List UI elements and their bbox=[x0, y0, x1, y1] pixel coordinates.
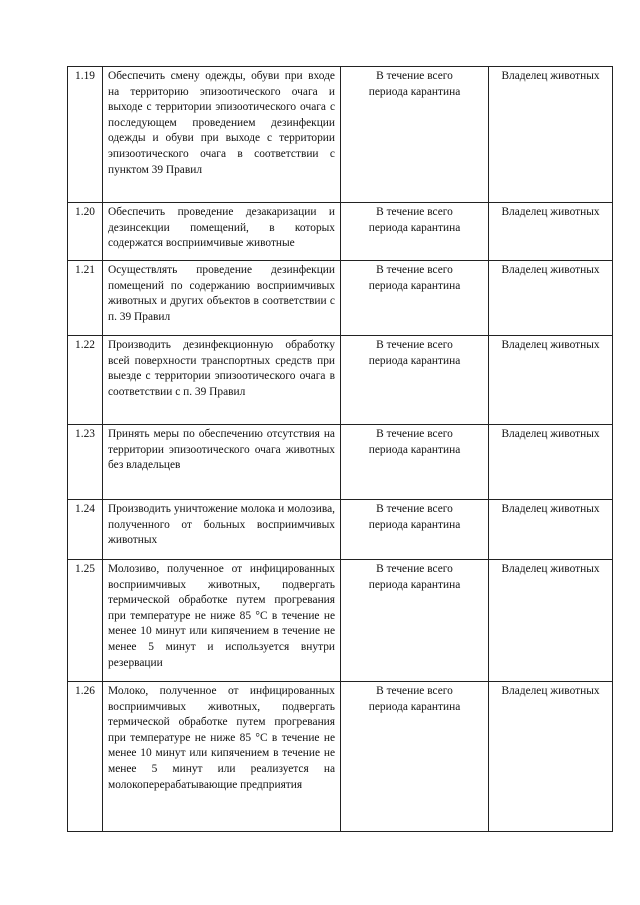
action-text: Обеспечить проведение дезакаризации и дезинсекции помещений, в которых содержатся восприимчивые животные bbox=[103, 203, 341, 261]
measures-table-body bbox=[68, 67, 613, 832]
responsible-party: Владелец животных bbox=[489, 560, 613, 682]
row-number: 1.25 bbox=[68, 560, 103, 682]
term-line-2: периода карантина bbox=[368, 700, 461, 713]
action-text: Осуществлять проведение дезинфекции помещений по содержанию восприимчивых животных и других объектов в соответствии с п. 39 Правил bbox=[103, 261, 341, 336]
term-line-2: периода карантина bbox=[368, 279, 461, 292]
term-line-2: периода карантина bbox=[368, 85, 461, 98]
responsible-party: Владелец животных bbox=[489, 425, 613, 500]
term-line-2: периода карантина bbox=[368, 518, 461, 531]
term-cell bbox=[341, 682, 489, 832]
term-line-1: В течение всего bbox=[376, 685, 453, 697]
row-number: 1.20 bbox=[68, 203, 103, 261]
term-cell bbox=[341, 261, 489, 336]
term-cell bbox=[341, 336, 489, 425]
table-row bbox=[68, 560, 613, 682]
table-row bbox=[68, 500, 613, 560]
table-row bbox=[68, 682, 613, 832]
action-text: Производить уничтожение молока и молозива, полученного от больных восприимчивых животных bbox=[103, 500, 341, 560]
row-number: 1.26 bbox=[68, 682, 103, 832]
table-row bbox=[68, 203, 613, 261]
table-row bbox=[68, 336, 613, 425]
term-line-2: периода карантина bbox=[368, 221, 461, 234]
responsible-party: Владелец животных bbox=[489, 682, 613, 832]
row-number: 1.24 bbox=[68, 500, 103, 560]
term-cell bbox=[341, 67, 489, 203]
term-line-1: В течение всего bbox=[376, 70, 453, 82]
term-line-1: В течение всего bbox=[376, 428, 453, 440]
action-text: Молоко, полученное от инфицированных восприимчивых животных, подвергать термической обработке путем прогревания при температуре не ниже 85 °С в течение не менее 10 минут или кипячением в течение не менее 5 минут или реализуется на молокоперерабатывающие предприятия bbox=[103, 682, 341, 832]
action-text: Принять меры по обеспечению отсутствия на территории эпизоотического очага животных без владельцев bbox=[103, 425, 341, 500]
responsible-party: Владелец животных bbox=[489, 336, 613, 425]
table-row bbox=[68, 261, 613, 336]
row-number: 1.23 bbox=[68, 425, 103, 500]
term-cell bbox=[341, 560, 489, 682]
term-line-2: периода карантина bbox=[368, 354, 461, 367]
row-number: 1.22 bbox=[68, 336, 103, 425]
term-line-1: В течение всего bbox=[376, 503, 453, 515]
action-text: Молозиво, полученное от инфицированных восприимчивых животных, подвергать термической обработке путем прогревания при температуре не ниже 85 °С в течение не менее 10 минут или кипячением в течение не менее 5 минут и используется внутри резервации bbox=[103, 560, 341, 682]
action-text: Производить дезинфекционную обработку всей поверхности транспортных средств при выезде с территории эпизоотического очага в соответствии с п. 39 Правил bbox=[103, 336, 341, 425]
term-line-1: В течение всего bbox=[376, 563, 453, 575]
term-line-1: В течение всего bbox=[376, 206, 453, 218]
measures-table bbox=[67, 66, 613, 832]
responsible-party: Владелец животных bbox=[489, 203, 613, 261]
term-cell bbox=[341, 425, 489, 500]
table-row bbox=[68, 67, 613, 203]
action-text: Обеспечить смену одежды, обуви при входе на территорию эпизоотического очага и выходе с территории эпизоотического очага с последующем проведением дезинфекции одежды и обуви при выходе с территории эпизоотического очага в соответствии с пунктом 39 Правил bbox=[103, 67, 341, 203]
responsible-party: Владелец животных bbox=[489, 500, 613, 560]
term-line-2: периода карантина bbox=[368, 443, 461, 456]
term-line-1: В течение всего bbox=[376, 339, 453, 351]
term-cell bbox=[341, 500, 489, 560]
term-cell bbox=[341, 203, 489, 261]
term-line-1: В течение всего bbox=[376, 264, 453, 276]
row-number: 1.19 bbox=[68, 67, 103, 203]
responsible-party: Владелец животных bbox=[489, 261, 613, 336]
term-line-2: периода карантина bbox=[368, 578, 461, 591]
responsible-party: Владелец животных bbox=[489, 67, 613, 203]
table-row bbox=[68, 425, 613, 500]
row-number: 1.21 bbox=[68, 261, 103, 336]
